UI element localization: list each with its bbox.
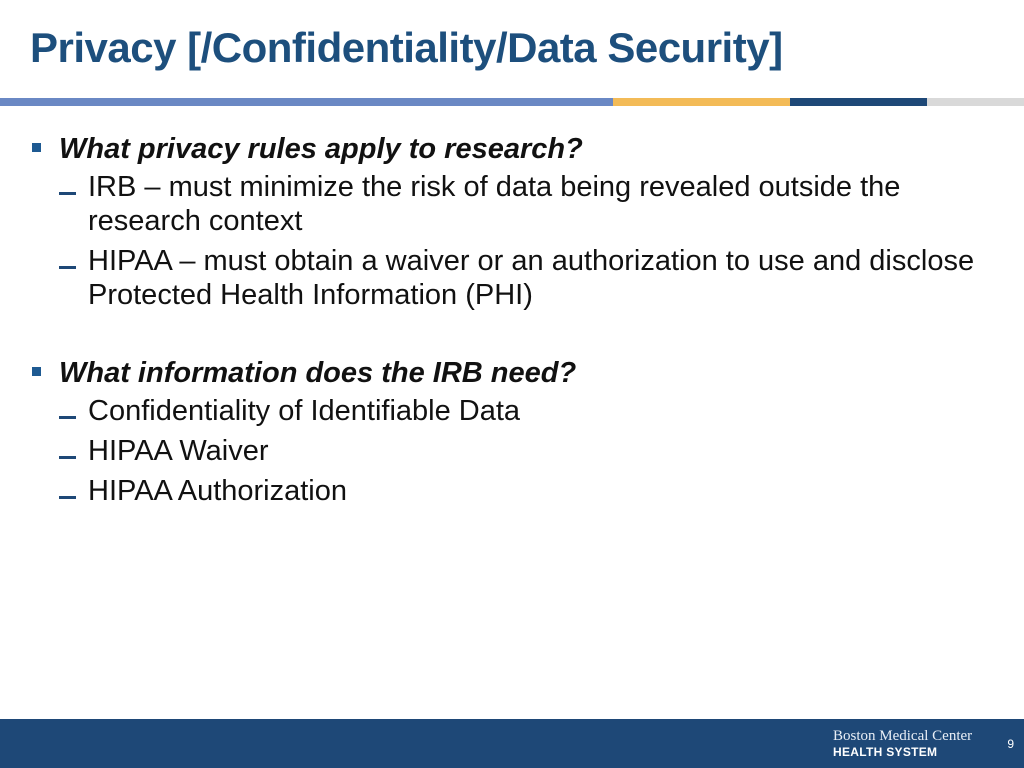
sub-bullet-item (30, 474, 988, 508)
sub-bullet-item (30, 244, 988, 312)
sub-bullet-list (30, 170, 990, 312)
sub-bullet-item (30, 170, 988, 238)
rule-segment-blue (0, 98, 613, 106)
square-bullet-icon (32, 367, 41, 376)
sub-bullet-text: IRB – must minimize the risk of data being revealed outside the research context (88, 171, 901, 237)
rule-segment-navy (790, 98, 927, 106)
bullet-section (30, 130, 990, 312)
bullet-heading-text: What information does the IRB need? (59, 357, 577, 389)
sub-bullet-item (30, 394, 988, 428)
sub-bullet-text: Confidentiality of Identifiable Data (88, 395, 521, 427)
dash-bullet-icon (59, 456, 76, 459)
rule-segment-gray (927, 98, 1024, 106)
bullet-heading (30, 130, 990, 168)
bullet-heading-text: What privacy rules apply to research? (59, 133, 583, 165)
sub-bullet-text: HIPAA Waiver (88, 435, 269, 467)
page-number: 9 (1007, 737, 1014, 751)
bullet-heading (30, 354, 990, 392)
rule-segment-gold (613, 98, 790, 106)
dash-bullet-icon (59, 416, 76, 419)
slide-title: Privacy [/Confidentiality/Data Security] (30, 24, 783, 71)
sub-bullet-text: HIPAA Authorization (88, 475, 348, 507)
dash-bullet-icon (59, 192, 76, 195)
footer-bar (0, 719, 1024, 768)
title-rule (0, 98, 1024, 106)
logo-line-2: HEALTH SYSTEM (833, 745, 938, 759)
bullet-section (30, 354, 990, 508)
dash-bullet-icon (59, 496, 76, 499)
sub-bullet-text: HIPAA – must obtain a waiver or an authorization to use and disclose Protected Health Information (PHI) (88, 245, 975, 311)
bmc-logo (833, 729, 972, 758)
logo-line-1: Boston Medical Center (833, 728, 973, 744)
slide-body (30, 130, 990, 508)
sub-bullet-list (30, 394, 990, 508)
sub-bullet-item (30, 434, 988, 468)
square-bullet-icon (32, 143, 41, 152)
dash-bullet-icon (59, 266, 76, 269)
